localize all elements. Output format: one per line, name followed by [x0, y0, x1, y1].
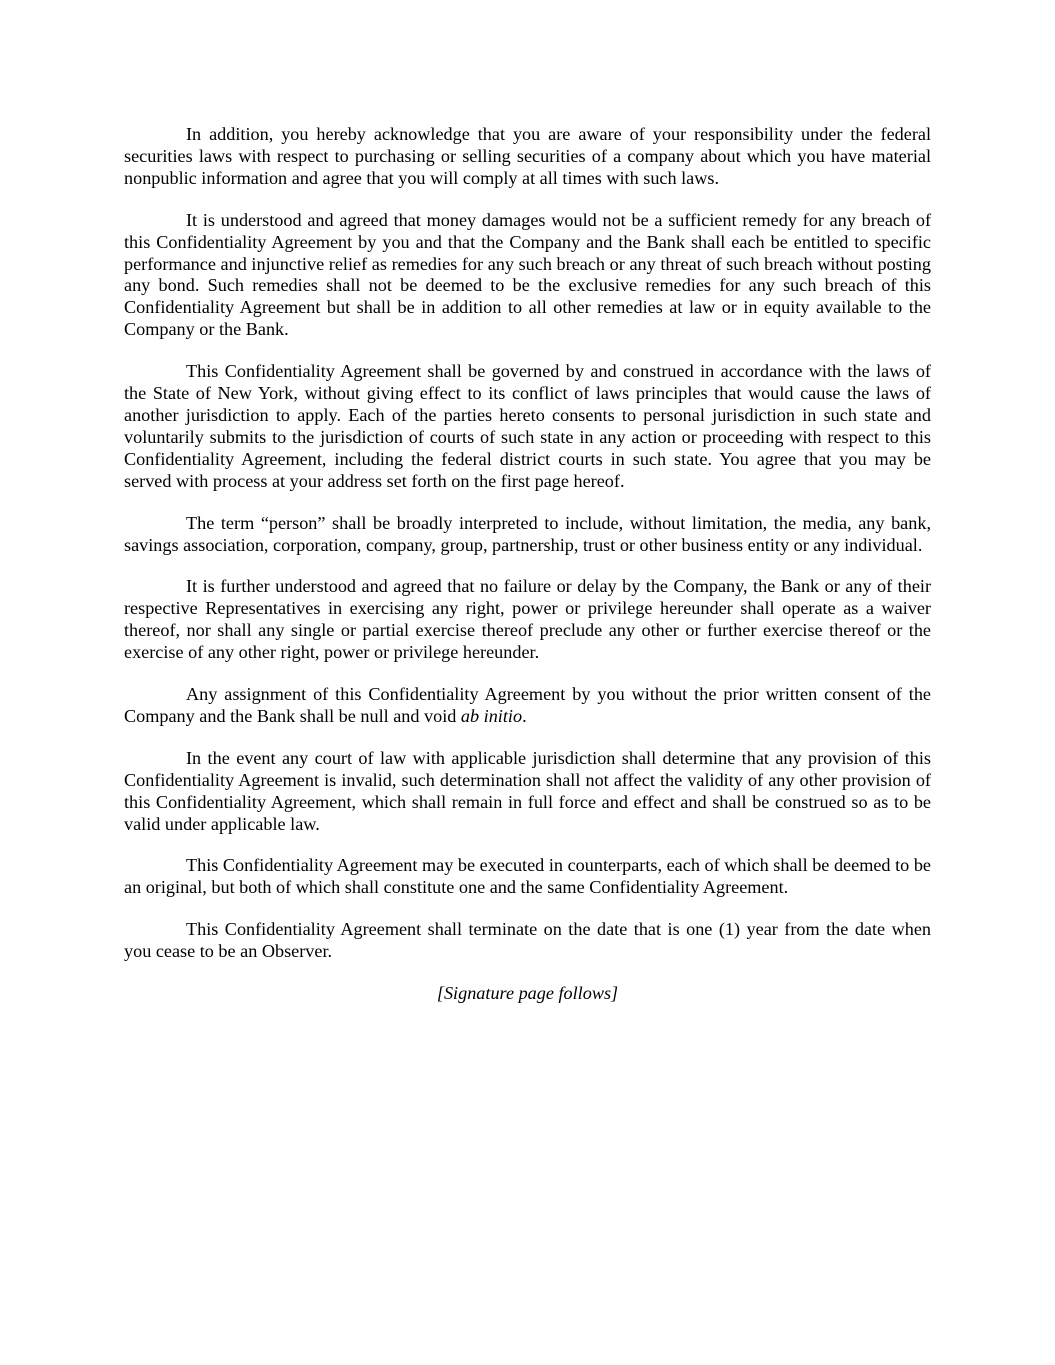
signature-page-note: [Signature page follows] — [436, 983, 619, 1004]
paragraph-no-waiver: It is further understood and agreed that no failure or delay by the Company, the Bank or any of their respective Representatives in exercising any right, power or privilege hereunder shall operate as a waiver thereof, nor shall any single or partial exercise thereof preclude any other or further exercise thereof or the exercise of any other right, power or privilege hereunder. — [124, 576, 931, 663]
paragraph-governing-law: This Confidentiality Agreement shall be governed by and construed in accordance with the laws of the State of New York, without giving effect to its conflict of laws principles that would cause the laws of another jurisdiction to apply. Each of the parties hereto consents to personal jurisdiction in such state and voluntarily submits to the jurisdiction of courts of such state in any action or proceeding with respect to this Confidentiality Agreement, including the federal district courts in such state. You agree that you may be served with process at your address set forth on the first page hereof. — [124, 361, 931, 491]
paragraph-severability: In the event any court of law with applicable jurisdiction shall determine that any provision of this Confidentiality Agreement is invalid, such determination shall not affect the validity of any other provision of this Confidentiality Agreement, which shall remain in full force and effect and shall be construed so as to be valid under applicable law. — [124, 747, 931, 834]
paragraph-assignment — [124, 684, 931, 728]
paragraph-person-definition: The term “person” shall be broadly interpreted to include, without limitation, the media, any bank, savings association, corporation, company, group, partnership, trust or other business entity or any individual. — [124, 512, 931, 555]
paragraph-counterparts: This Confidentiality Agreement may be executed in counterparts, each of which shall be deemed to be an original, but both of which shall constitute one and the same Confidentiality Agreement. — [124, 855, 931, 898]
assignment-text: Any assignment of this Confidentiality Agreement by you without the prior written consent of the Company and the Bank shall be null and void — [124, 684, 931, 726]
paragraph-remedies: It is understood and agreed that money damages would not be a sufficient remedy for any breach of this Confidentiality Agreement by you and that the Company and the Bank shall each be entitled to specific performance and injunctive relief as remedies for any such breach or any threat of such breach without posting any bond. Such remedies shall not be deemed to be the exclusive remedies for any such breach of this Confidentiality Agreement but shall be in addition to all other remedies at law or in equity available to the Company or the Bank. — [124, 209, 931, 340]
paragraph-securities-laws: In addition, you hereby acknowledge that you are aware of your responsibility under the federal securities laws with respect to purchasing or selling securities of a company about which you have material nonpublic information and agree that you will comply at all times with such laws. — [124, 124, 931, 188]
paragraph-termination: This Confidentiality Agreement shall terminate on the date that is one (1) year from the date when you cease to be an Observer. — [124, 919, 931, 962]
document-page — [124, 124, 931, 1005]
assignment-period: . — [522, 705, 527, 726]
assignment-italic-term: ab initio — [460, 705, 523, 726]
